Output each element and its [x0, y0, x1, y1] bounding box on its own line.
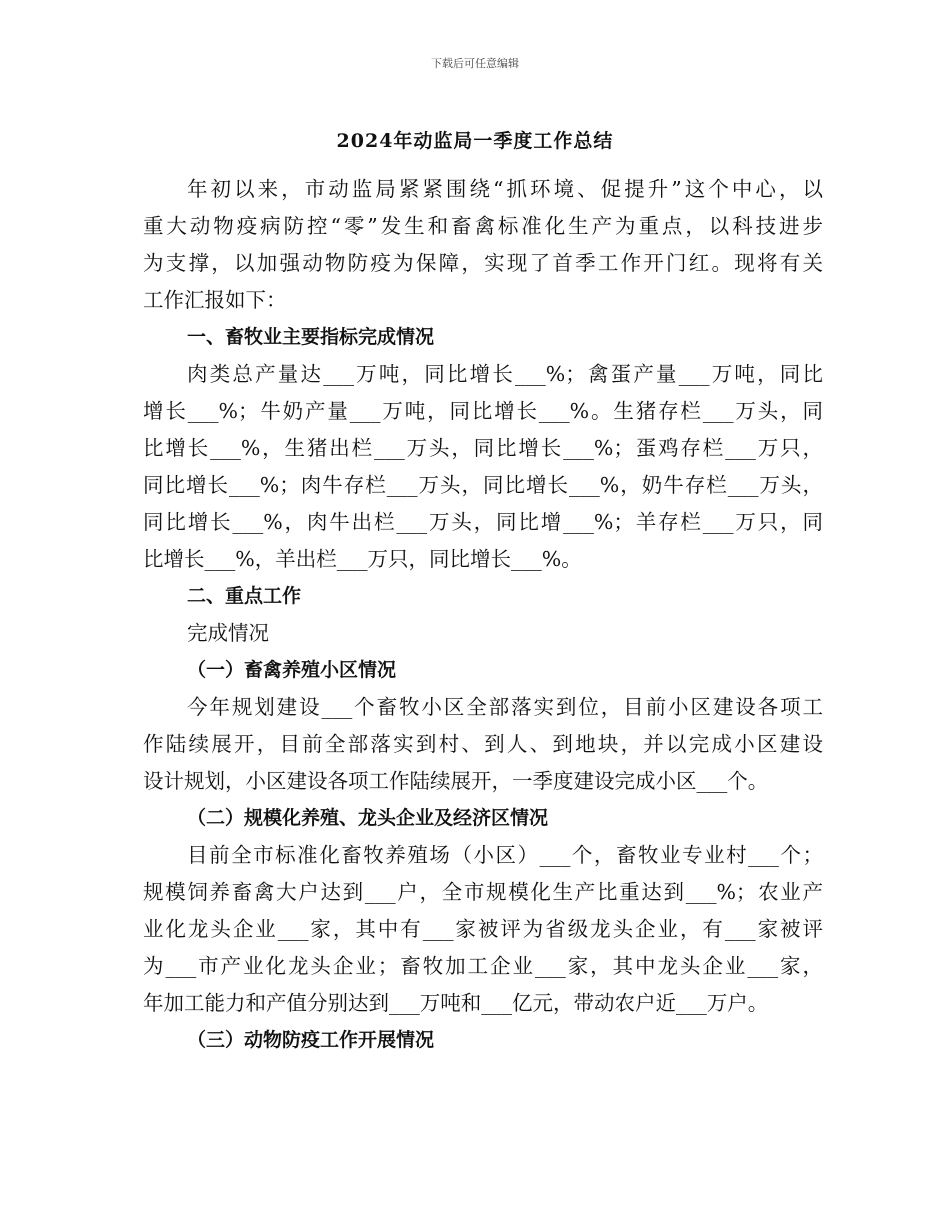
section-heading: （三）动物防疫工作开展情况 [187, 1029, 435, 1051]
body-text-line: 业化龙头企业___家，其中有___家被评为省级龙头企业，有___家被评 [143, 917, 823, 941]
body-text-line: 年加工能力和产值分别达到___万吨和___亿元，带动农户近___万户。 [143, 991, 769, 1015]
body-text-line: 同比增长___%；肉牛存栏___万头，同比增长___%，奶牛存栏___万头， [143, 473, 823, 497]
body-text-line: 重大动物疫病防控“零”发生和畜禽标准化生产为重点，以科技进步 [143, 214, 823, 238]
body-text-line: 设计规划，小区建设各项工作陆续展开，一季度建设完成小区___个。 [143, 769, 769, 793]
body-text-line: 同比增长___%，肉牛出栏___万头，同比增___%；羊存栏___万只，同 [143, 510, 823, 534]
section-heading: （二）规模化养殖、龙头企业及经济区情况 [187, 807, 549, 829]
body-text-line: 为___市产业化龙头企业；畜牧加工企业___家，其中龙头企业___家， [143, 954, 823, 978]
section-heading: （一）畜禽养殖小区情况 [187, 659, 397, 681]
body-text-line: 肉类总产量达___万吨，同比增长___%；禽蛋产量___万吨，同比 [187, 362, 823, 386]
section-heading: 一、畜牧业主要指标完成情况 [187, 326, 435, 348]
body-text-line: 比增长___%，生猪出栏___万头，同比增长___%；蛋鸡存栏___万只， [143, 436, 823, 460]
body-text-line: 目前全市标准化畜牧养殖场（小区）___个，畜牧业专业村___个； [187, 843, 823, 867]
document-body [143, 171, 823, 1059]
body-text-line: 增长___%；牛奶产量___万吨，同比增长___%。生猪存栏___万头，同 [143, 399, 823, 423]
body-text-line: 工作汇报如下： [143, 288, 287, 312]
page-header-note: 下载后可任意编辑 [431, 57, 519, 70]
body-text-line: 规模饲养畜禽大户达到___户，全市规模化生产比重达到___%；农业产 [143, 880, 823, 904]
body-text-line: 年初以来，市动监局紧紧围绕“抓环境、促提升”这个中心，以 [187, 177, 823, 201]
body-text-line: 完成情况 [187, 621, 269, 645]
document-title: 2024年动监局一季度工作总结 [336, 130, 614, 152]
body-text-line: 今年规划建设___个畜牧小区全部落实到位，目前小区建设各项工 [187, 695, 823, 719]
section-heading: 二、重点工作 [187, 585, 302, 607]
body-text-line: 为支撑，以加强动物防疫为保障，实现了首季工作开门红。现将有关 [143, 251, 823, 275]
body-text-line: 比增长___%，羊出栏___万只，同比增长___%。 [143, 547, 582, 571]
body-text-line: 作陆续展开，目前全部落实到村、到人、到地块，并以完成小区建设 [143, 732, 823, 756]
